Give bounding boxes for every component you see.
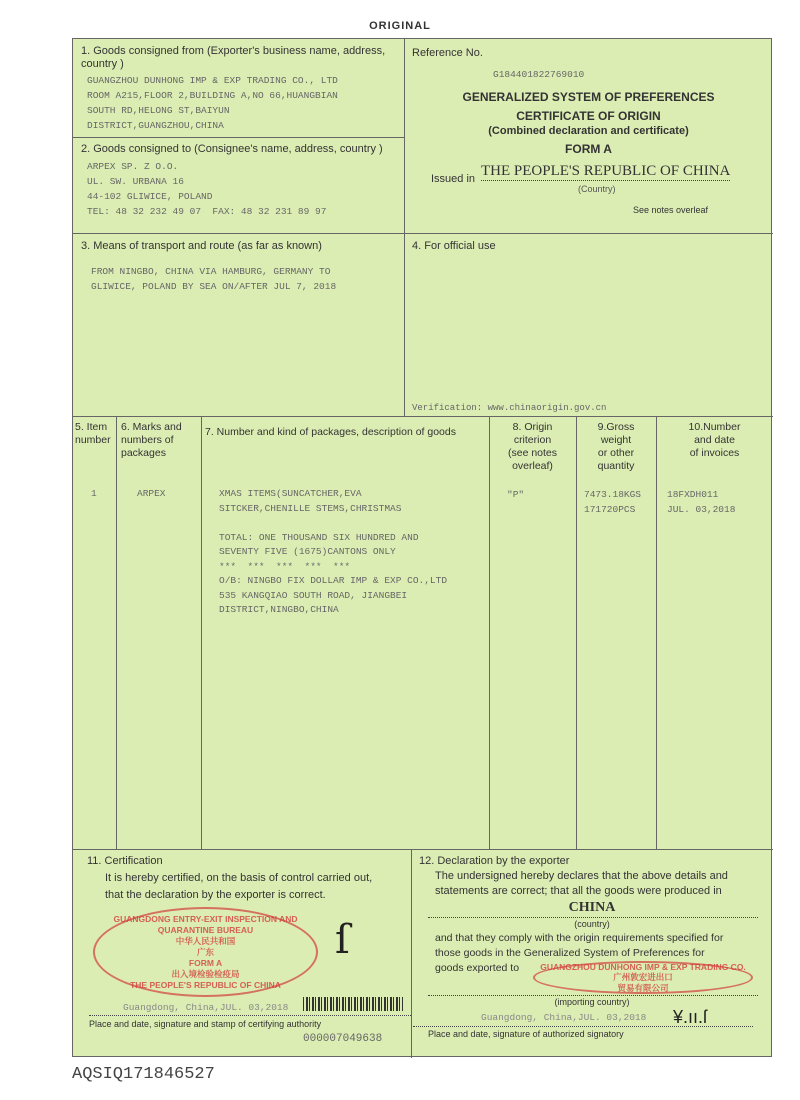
marks: ARPEX	[137, 488, 166, 499]
form-a-heading: FORM A	[565, 142, 612, 156]
official-stamp-text: GUANGDONG ENTRY-EXIT INSPECTION AND QUARANTINE BUREAU 中华人民共和国 广东 FORM A 出入境检验检疫局 THE PEOPLE'S REPUBLIC OF CHINA	[113, 913, 298, 990]
reference-label: Reference No.	[412, 47, 483, 59]
issued-label: Issued in	[431, 173, 476, 185]
col-description: 7. Number and kind of packages, description of goods	[205, 426, 456, 438]
box1-label: 1. Goods consigned from (Exporter's business name, address, country )	[81, 45, 386, 70]
col-weight: 9.Gross weight or other quantity	[597, 421, 635, 472]
invoice-number-date: 18FXDH011 JUL. 03,2018	[667, 489, 736, 515]
origin-compliance-text: and that they comply with the origin requirements specified for those goods in the Generalized System of Preferences for goods exported to	[435, 932, 724, 974]
reference-number: G184401822769010	[493, 69, 585, 80]
combined-heading: (Combined declaration and certificate)	[488, 125, 689, 137]
country-caption: (Country)	[578, 184, 616, 194]
certificate-form	[72, 38, 772, 1057]
certification-place-date: Guangdong, China,JUL. 03,2018	[123, 1002, 289, 1013]
declaration-text: The undersigned hereby declares that the above details and statements are correct; that all the goods were produced in	[435, 870, 728, 897]
certification-text: It is hereby certified, on the basis of control carried out, that the declaration by the exporter is correct.	[105, 872, 373, 901]
origin-criterion: "P"	[507, 489, 525, 500]
notes-overleaf: See notes overleaf	[633, 205, 709, 215]
document-title: ORIGINAL	[369, 20, 431, 32]
col-item-number: 5. Item number	[75, 421, 111, 446]
barcode	[303, 997, 403, 1011]
official-stamp	[93, 907, 318, 997]
barcode-number: 000007049638	[303, 1033, 383, 1045]
issued-country: THE PEOPLE'S REPUBLIC OF CHINA	[481, 163, 731, 179]
exporter-details: GUANGZHOU DUNHONG IMP & EXP TRADING CO., LTD ROOM A215,FLOOR 2,BUILDING A,NO 66,HUANGBIAN SOUTH RD,HELONG ST,BAIYUN DISTRICT,GUANGZHOU,CHINA	[87, 75, 338, 131]
col-invoices: 10.Number and date of invoices	[688, 421, 741, 459]
box11-label: 11. Certification	[87, 855, 163, 867]
country-caption-12: (country)	[574, 919, 610, 929]
col-origin: 8. Origin criterion (see notes overleaf)	[507, 421, 558, 472]
gross-weight: 7473.18KGS 171720PCS	[584, 489, 642, 515]
exporter-stamp	[533, 961, 753, 994]
certifier-signature: ſ	[335, 917, 350, 963]
certificate-heading: CERTIFICATE OF ORIGIN	[516, 109, 661, 123]
col-marks: 6. Marks and numbers of packages	[121, 421, 182, 459]
verification-url: Verification: www.chinaorigin.gov.cn	[412, 403, 607, 413]
exporter-stamp-text: GUANGZHOU DUNHONG IMP & EXP TRADING CO. 广州敦宏进出口 贸易有限公司	[540, 961, 746, 993]
producing-country: CHINA	[568, 900, 616, 915]
aqsiq-number: AQSIQ171846527	[72, 1065, 215, 1084]
importing-country-caption: (importing country)	[554, 997, 630, 1007]
box3-label: 3. Means of transport and route (as far as known)	[81, 240, 322, 252]
certification-caption: Place and date, signature and stamp of certifying authority	[89, 1019, 322, 1029]
box12-label: 12. Declaration by the exporter	[419, 855, 570, 867]
box4-label: 4. For official use	[412, 240, 496, 252]
transport-route: FROM NINGBO, CHINA VIA HAMBURG, GERMANY TO GLIWICE, POLAND BY SEA ON/AFTER JUL 7, 2018	[91, 266, 337, 292]
item-number: 1	[91, 488, 97, 499]
declaration-place-date: Guangdong, China,JUL. 03,2018	[481, 1012, 647, 1023]
goods-description: XMAS ITEMS(SUNCATCHER,EVA SITCKER,CHENILLE STEMS,CHRISTMAS TOTAL: ONE THOUSAND SIX HUNDRED AND SEVENTY FIVE (1675)CANTONS ONLY *** *** *** *** *** O/B: NINGBO FIX DOLLAR IMP & EXP CO.,LTD 535 KANGQIAO SOUTH ROAD, JIANGBEI DISTRICT,NINGBO,CHINA	[219, 488, 448, 615]
box2-label: 2. Goods consigned to (Consignee's name, address, country )	[81, 143, 383, 155]
declaration-caption: Place and date, signature of authorized signatory	[428, 1029, 624, 1039]
gsp-heading: GENERALIZED SYSTEM OF PREFERENCES	[462, 90, 715, 104]
signatory-signature: ¥.ıı.ſ	[673, 1007, 708, 1027]
consignee-details: ARPEX SP. Z O.O. UL. SW. URBANA 16 44-102 GLIWICE, POLAND TEL: 48 32 232 49 07 FAX: 48 32 231 89 97	[87, 161, 327, 217]
